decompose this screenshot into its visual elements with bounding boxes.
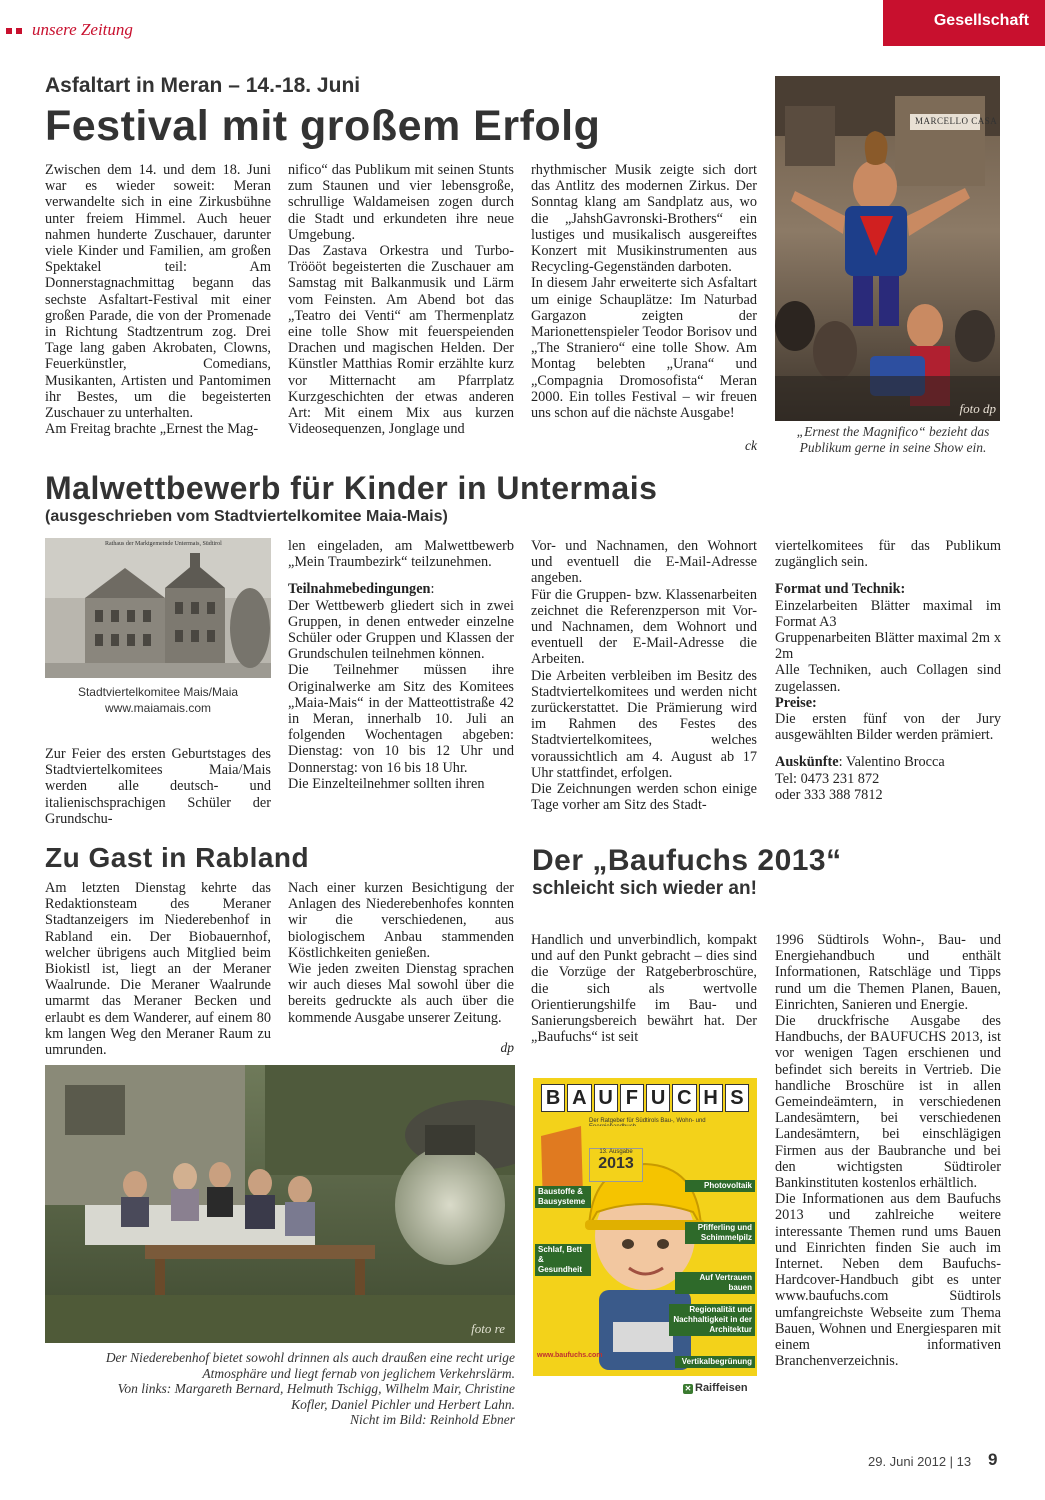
article2-col2-body: Der Wettbewerb gliedert sich in zwei Gruppen, in denen entweder einzelne Schüler oder Gruppen und Klassen der Grundschulen teilnehmen können. Die Teilnehmer müssen ihre Originalwerke am Sitz des Komitees „Maia-Mais“ in der Matteottistraße 42 in Meran, innerhalb 10. Juli an folgenden Wochentagen abgeben: Dienstag: von 10 bis 12 Uhr und Donnerstag: von 16 bis 18 Uhr. Die Einzelteilnehmer sollten ihren: [288, 597, 514, 792]
baufuchs-right-4: Regionalität und Nachhaltigkeit in der Architektur: [669, 1304, 755, 1336]
baufuchs-letter: U: [594, 1084, 618, 1112]
baufuchs-wordmark: [541, 1084, 749, 1114]
article2-format-body: Einzelarbeiten Blätter maximal im Format A3 Gruppenarbeiten Blätter maximal 2m x 2m Alle Techniken, auch Collagen sind zugelassen.: [775, 597, 1001, 695]
header-marks: [6, 28, 26, 34]
article3-photo-credit: foto re: [471, 1321, 505, 1336]
article4-subtitle: schleicht sich wieder an!: [532, 878, 757, 899]
article3-caption-1: Der Niederebenhof bietet sowohl drinnen als auch draußen eine recht urige: [105, 1350, 515, 1365]
baufuchs-letter: B: [541, 1084, 565, 1112]
article2-prizes-heading: Preise:: [775, 694, 817, 711]
article2-col2: len eingeladen, am Malwettbewerb „Mein Traumbezirk“ teilzunehmen. Teilnahmebedingungen: Der Wettbewerb gliedert sich in zwei Gruppen, in denen entweder einzelne Schüler oder Gruppen und Klassen der Grundschulen teilnehmen können. Die Teilnehmer müssen ihre Originalwerke am Sitz des Komitees „Maia-Mais“ in der Matteottistraße 42 in Meran, innerhalb 10. Juli an folgenden Wochentagen abgeben: Dienstag: von 10 bis 12 Uhr und Donnerstag: von 16 bis 18 Uhr. Die Einzelteilnehmer sollten ihren: [288, 538, 514, 792]
article1-photo-caption: „Ernest the Magnifico“ bezieht das Publikum gerne in seine Show ein.: [796, 424, 990, 455]
article1-kicker: Asfaltart in Meran – 14.-18. Juni: [45, 74, 361, 97]
article1-photo-sign: MARCELLO CASA: [915, 116, 998, 126]
article1-col3: rhythmischer Musik zeigte sich dort das Antlitz des modernen Zirkus. Der Sonntag klang am Sandplatz aus, wo die „JahshGavronski-Brothers“ ein lustiges und musikalisch ausgereiftes Konzert mit Musikinstrumenten aus Recycling-Gegenständen darboten. In diesem Jahr erweiterte sich Asfaltart um einige Schauplätze: Im Naturbad Gargazon zeigten der Marionettenspieler Teodor Borisov und „The Straniero“ eine tolle Show. Am Montag belebten „Urana“ und „Compagnia Dromosofista“ Meran 2000. Ein tolles Festival – wir freuen uns schon auf die nächste Ausgabe!: [531, 162, 757, 422]
baufuchs-left-2: Schlaf, Bett & Gesundheit: [535, 1244, 591, 1276]
baufuchs-letter: F: [620, 1084, 644, 1112]
baufuchs-letter: A: [567, 1084, 591, 1112]
article2-info-name: : Valentino Brocca: [838, 754, 945, 771]
baufuchs-right-5: Vertikalbegrünung: [675, 1356, 755, 1368]
baufuchs-web: www.baufuchs.com: [537, 1352, 603, 1359]
article2-col1: Zur Feier des ersten Geburtstages des Stadtviertelkomitees Maia/Mais werden alle deutsch- und italienischsprachigen Schüler der Grundschu-: [45, 746, 271, 827]
article1-title: Festival mit großem Erfolg: [45, 102, 601, 150]
baufuchs-right-3: Auf Vertrauen bauen: [675, 1272, 755, 1294]
article2-subtitle: (ausgeschrieben vom Stadtviertelkomitee Maia-Mais): [45, 508, 448, 525]
article2-format-heading: Format und Technik:: [775, 581, 906, 598]
article4-col2: 1996 Südtirols Wohn-, Bau- und Energiehandbuch und enthält Informationen, Ratschläge und Tipps rund um die Themen Planen, Bauen, Einrichten, Sanieren und Energie. Die druckfrische Ausgabe des Handbuchs, der BAUFUCHS 2013, ist vor wenigen Tagen erschienen und befindet sich bereits in Vertrieb. Die handliche Broschüre ist in allen Gemeindeämtern, in verschiedenen Landesämtern, bei verschiedenen Landesämtern, bei einschlägigen Firmen aus der Baubranche und bei den wichtigsten Südtiroler Bankinstituten kostenlos erhältlich. Die Informationen aus dem Baufuchs 2013 und zahlreiche weitere interessante Themen rund ums Bauen und Einrichten finden Sie auch im Internet. Neben dem Baufuchs-Hardcover-Handbuch gibt es unter www.baufuchs.com Südtirols umfangreichste Webseite zum Thema Bauen, Wohnen und Energiesparen mit einem informativen Branchenverzeichnis.: [775, 932, 1001, 1370]
article1-signature: ck: [745, 438, 757, 453]
baufuchs-year-box: [589, 1148, 643, 1182]
article1-photo-credit: foto dp: [959, 401, 996, 416]
baufuchs-sponsor-label: Raiffeisen: [695, 1382, 748, 1394]
section-tab: [883, 0, 1045, 46]
article2-col4: [775, 538, 1001, 803]
article4-title: Der „Baufuchs 2013“: [532, 844, 842, 877]
brand-logo: unsere Zeitung: [32, 20, 133, 39]
baufuchs-letter: C: [672, 1084, 696, 1112]
baufuchs-sponsor: [683, 1382, 748, 1394]
footer-date: 29. Juni 2012 | 13: [868, 1454, 972, 1469]
article2-info-tel: Tel: 0473 231 872: [775, 770, 880, 787]
article2-info-alt: oder 333 388 7812: [775, 786, 883, 803]
baufuchs-right-1: Photovoltaik: [685, 1180, 755, 1192]
section-label: Gesellschaft: [933, 12, 1029, 29]
article1-col1: Zwischen dem 14. und dem 18. Juni war es wieder soweit: Meran verwandelte sich in eine Zirkusbühne unter freiem Himmel. Auch heuer nahmen hunderte Zuschauer, darunter viele Kinder und Familien, am großen Spektakel teil: Am Donnerstagnachmittag begann das sechste Asfaltart-Festival mit einer großen Parade, die von der Promenade in Richtung Stadtzentrum zog. Drei Tage lang gaben Akrobaten, Clowns, Feuerkünstler, Comedians, Musikanten, Artisten und Pantomimen ihr Bestes, um die begeisterten Zuschauer zu unterhalten. Am Freitag brachte „Ernest the Mag-: [45, 162, 271, 438]
baufuchs-letter: S: [725, 1084, 749, 1112]
baufuchs-cover: [533, 1078, 757, 1400]
article3-caption-4: Kofler, Daniel Pichler und Herbert Lahn.: [291, 1396, 515, 1412]
article1-col2: nifico“ das Publikum mit seinen Stunts zum Staunen und vier lebensgroße, schrullige Waldameisen zogen durch die Stadt und erkundeten ihre neue Umgebung. Das Zastava Orkestra und Turbo-Tröööt begeisterten die Zuschauer am Samstag mit Balkanmusik und Lärm vom Feinsten. Am Abend bot das „Teatro dei Venti“ am Thermenplatz eine tolle Show mit feuerspeienden Drachen und magischen Helden. Der Künstler Matthias Romir erzählte kurz vor Mitternacht am Pfarrplatz Kurzgeschichten der etwas anderen Art: Mit einem Mix aus kurzen Videosequenzen, Jonglage und: [288, 162, 514, 438]
article3-col2: Nach einer kurzen Besichtigung der Anlagen des Niederebenhofes konnten wir die verschiedenen, aus biologischem Anbau stammenden Köstlichkeiten genießen. Wie jeden zweiten Dienstag sprachen wir auch dieses Mal sowohl über die bereits gedruckte als auch über die kommende Ausgabe unserer Zeitung.: [288, 880, 514, 1026]
article2-col2-intro: len eingeladen, am Malwettbewerb „Mein Traumbezirk“ teilzunehmen.: [288, 538, 514, 571]
article2-col3: Vor- und Nachnamen, den Wohnort und eventuell die E-Mail-Adresse angeben. Für die Gruppen- bzw. Klassenarbeiten zeichnet die Referenzperson mit Vor- und Nachnamen, dem Wohnort und eventuell der E-Mail-Adresse die Arbeiten. Die Arbeiten verbleiben im Besitz des Stadtviertelkomitees und werden nicht zurückerstattet. Die Prämierung wird im Rahmen des Festes des Stadtviertelkomitees, welches voraussichtlich am 4. August ab 17 Uhr stattfindet, erfolgen. Die Zeichnungen werden schon einige Tage vorher am Sitz des Stadt-: [531, 538, 757, 814]
article1-photo: [775, 76, 1000, 421]
article2-title: Malwettbewerb für Kinder in Untermais: [45, 470, 658, 506]
article3-title: Zu Gast in Rabland: [45, 842, 310, 873]
article3-col1: Am letzten Dienstag kehrte das Redaktionsteam des Meraner Stadtanzeigers im Niederebenhof in Rabland ein. Der Biobauernhof, welcher übrigens auch Mitglied beim Biokistl ist, liegt an der Meraner Waalrunde. Die Meraner Waalrunde umarmt das Meraner Becken und erlaubt es dem Wanderer, auf einem 80 km langen Weg den Meraner Raum zu umrunden.: [45, 880, 271, 1059]
page-number: 9: [988, 1450, 998, 1469]
article2-info-label: Auskünfte: [775, 754, 839, 771]
article2-col4-intro: viertelkomitees für das Publikum zugänglich sein.: [775, 538, 1001, 571]
article2-image-caption-1: Stadtviertelkomitee Mais/Maia: [77, 685, 239, 699]
article2-image-caption: [45, 684, 271, 716]
article3-caption-3: Von links: Margareth Bernard, Helmuth Tschigg, Wilhelm Mair, Christine: [117, 1381, 515, 1396]
baufuchs-right-2: Pfifferling und Schimmelpilz: [685, 1222, 755, 1244]
article3-caption-5: Nicht im Bild: Reinhold Ebner: [350, 1412, 515, 1427]
article3-photo-caption: [45, 1350, 515, 1428]
article3-signature: dp: [500, 1040, 514, 1055]
baufuchs-letter: H: [699, 1084, 723, 1112]
article2-conditions-heading: Teilnahmebedingungen: [288, 581, 431, 598]
baufuchs-left-1: Baustoffe & Bausysteme: [535, 1186, 591, 1208]
baufuchs-year-label: 13. Ausgabe: [599, 1149, 633, 1155]
article3-photo: [45, 1065, 515, 1343]
article3-caption-2: Atmosphäre und liegt fernab von jeglichem Verkehrslärm.: [202, 1365, 515, 1381]
article4-col1: Handlich und unverbindlich, kompakt und auf den Punkt gebracht – dies sind die Vorzüge der Ratgeberbroschüre, die sich als wertvolle Orientierungshilfe im Bau- und Sanierungsbereich bewährt hat. Der „Baufuchs“ ist seit: [531, 932, 757, 1046]
raiffeisen-logo-icon: ✕: [684, 1384, 692, 1393]
article2-postcard: [45, 538, 271, 678]
article2-prizes-body: Die ersten fünf von der Jury ausgewählten Bilder werden prämiert.: [775, 711, 1001, 744]
baufuchs-tagline: Der Ratgeber für Südtirols Bau-, Wohn- und: [589, 1118, 706, 1124]
baufuchs-year: 2013: [598, 1155, 634, 1172]
article2-postcard-inscription: Rathaus der Marktgemeinde Untermais, Südtirol: [105, 541, 222, 547]
baufuchs-letter: U: [646, 1084, 670, 1112]
article2-image-caption-2: www.maiamais.com: [104, 701, 212, 715]
